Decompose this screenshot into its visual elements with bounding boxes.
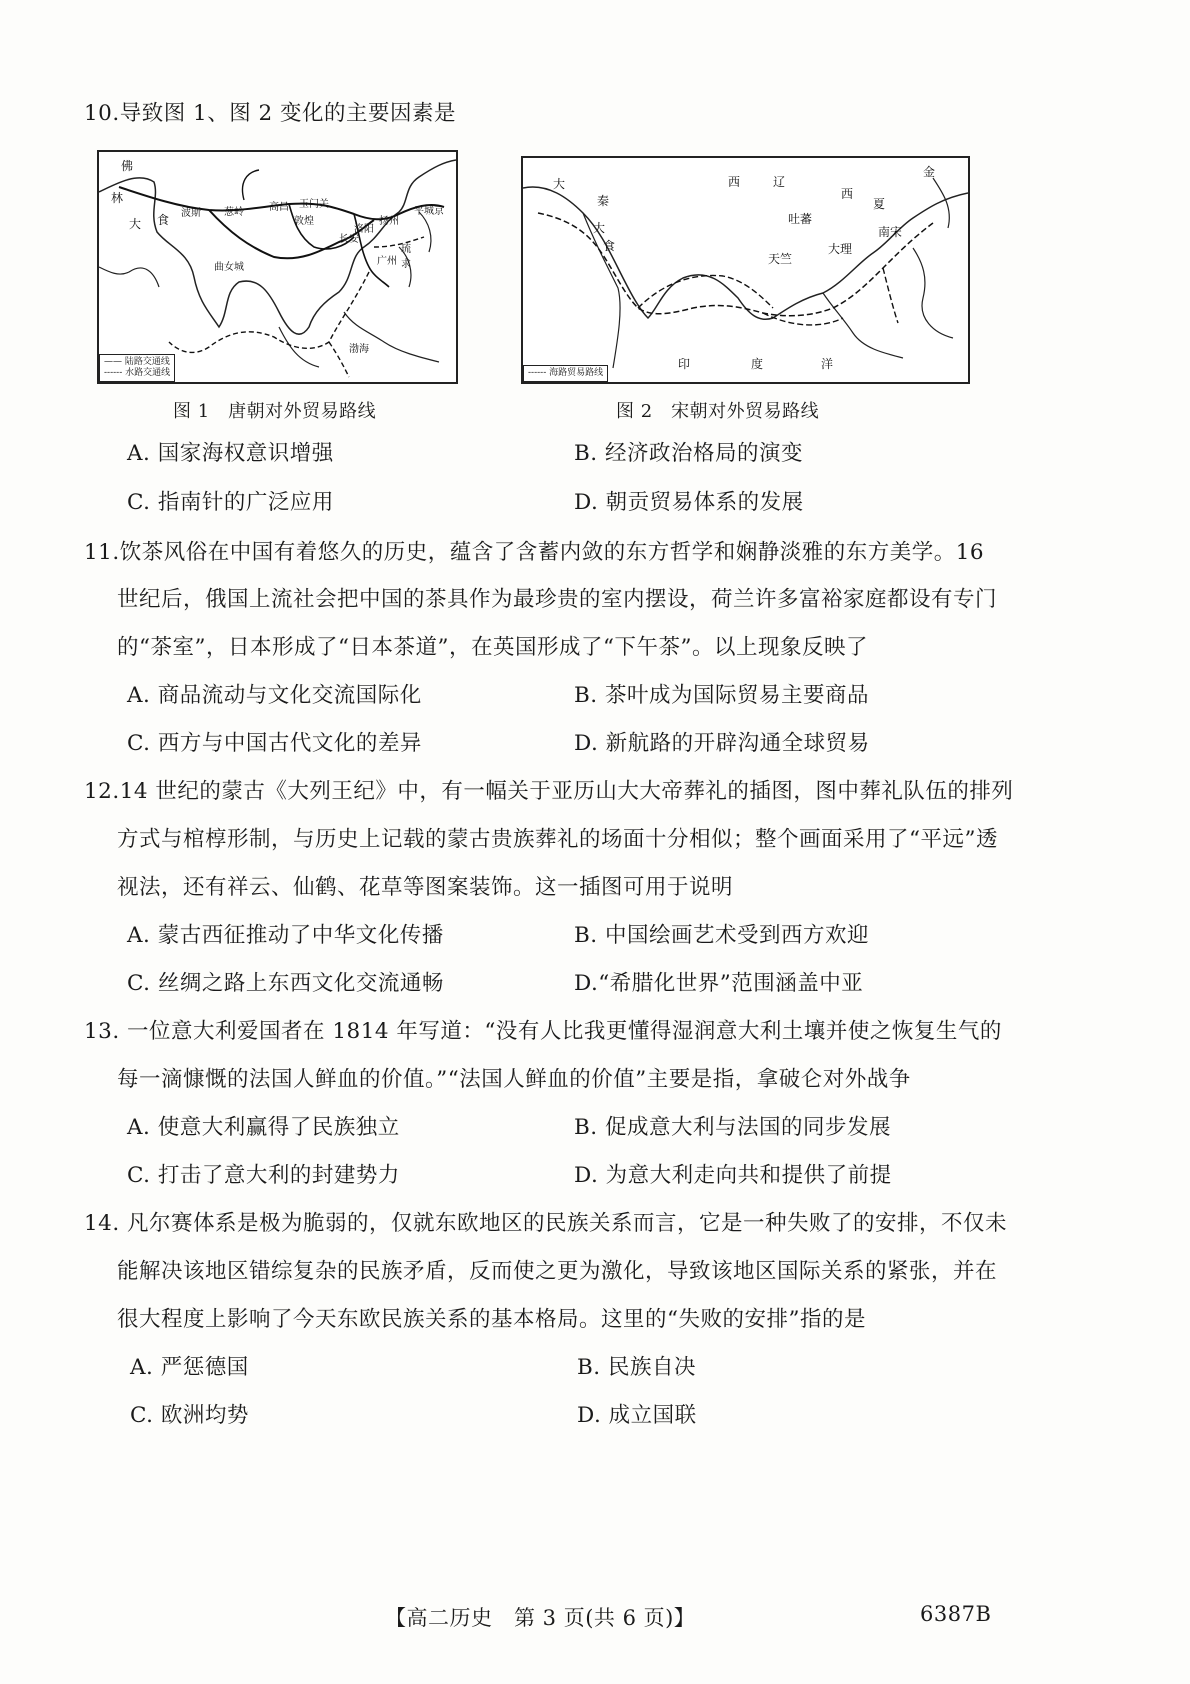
fig2-label-6: 西 <box>841 187 854 201</box>
q10-option-d: D. 朝贡贸易体系的发展 <box>574 490 804 515</box>
q12-stem-line-2: 方式与棺椁形制，与历史上记载的蒙古贵族葬礼的场面十分相似；整个画面采用了“平远”透 <box>117 827 998 852</box>
q12-option-d: D.“希腊化世界”范围涵盖中亚 <box>574 971 864 996</box>
fig2-label-10: 大理 <box>828 242 853 256</box>
fig1-label-17: 渤海 <box>349 344 369 355</box>
fig2-label-7: 夏 <box>873 197 886 211</box>
fig2-label-9: 吐蕃 <box>788 212 813 226</box>
q10-stem: 10.导致图 1、图 2 变化的主要因素是 <box>84 101 457 126</box>
page-footer: 【高二历史 第 3 页(共 6 页)】 <box>385 1606 696 1630</box>
q13-stem-line-2: 每一滴慷慨的法国人鲜血的价值。”“法国人鲜血的价值”主要是指，拿破仑对外战争 <box>117 1067 911 1092</box>
fig1-label-6: 高昌 <box>269 202 289 213</box>
fig2-label-4: 西 <box>728 175 741 189</box>
fig2-label-2: 大 <box>593 221 606 235</box>
q11-option-a: A. 商品流动与文化交流国际化 <box>127 683 422 708</box>
fig1-label-3: 食 <box>157 213 170 227</box>
fig1-legend-sea: ------ 水路交通线 <box>104 368 171 378</box>
fig1-label-13: 曲女城 <box>214 262 244 273</box>
q13-option-c: C. 打击了意大利的封建势力 <box>127 1163 400 1188</box>
fig2-legend-sea: ------ 海路贸易路线 <box>528 368 604 378</box>
q12-stem-line-1: 12.14 世纪的蒙古《大列王纪》中，有一幅关于亚历山大大帝葬礼的插图，图中葬礼队伍的排列 <box>84 779 1014 804</box>
q11-option-d: D. 新航路的开辟沟通全球贸易 <box>574 731 870 756</box>
q13-option-b: B. 促成意大利与法国的同步发展 <box>574 1115 891 1140</box>
q11-stem-line-3: 的“茶室”，日本形成了“日本茶道”，在英国形成了“下午茶”。以上现象反映了 <box>117 635 868 660</box>
q14-stem-line-2: 能解决该地区错综复杂的民族矛盾，反而使之更为激化，导致该地区国际关系的紧张，并在 <box>117 1259 998 1284</box>
fig1-label-7: 玉门关 <box>299 199 329 210</box>
fig2-label-3: 食 <box>603 239 616 253</box>
q14-option-c: C. 欧洲均势 <box>130 1403 249 1428</box>
fig2-label-0: 大 <box>553 177 566 191</box>
fig1-label-16: 求 <box>401 259 411 270</box>
q11-stem-line-2: 世纪后，俄国上流社会把中国的茶具作为最珍贵的室内摆设，荷兰许多富裕家庭都设有专门 <box>117 587 998 612</box>
fig1-legend-land: —— 陆路交通线 <box>104 357 170 367</box>
q12-option-c: C. 丝绸之路上东西文化交流通畅 <box>127 971 444 996</box>
q11-option-c: C. 西方与中国古代文化的差异 <box>127 731 422 756</box>
fig2-label-11: 南宋 <box>878 225 903 239</box>
fig1-label-0: 佛 <box>121 159 134 173</box>
fig1-label-15: 琉 <box>401 244 411 255</box>
fig2-label-8: 金 <box>923 165 936 179</box>
fig1-caption: 图 1 唐朝对外贸易路线 <box>173 401 377 422</box>
fig2-caption: 图 2 宋朝对外贸易路线 <box>616 401 820 422</box>
q14-option-a: A. 严惩德国 <box>130 1355 249 1380</box>
q10-option-c: C. 指南针的广泛应用 <box>127 490 334 515</box>
fig1-label-10: 洛阳 <box>354 224 374 235</box>
q14-stem-line-1: 14. 凡尔赛体系是极为脆弱的，仅就东欧地区的民族关系而言，它是一种失败了的安排，不仅未 <box>84 1211 1008 1236</box>
q12-option-b: B. 中国绘画艺术受到西方欢迎 <box>574 923 869 948</box>
fig1-legend <box>99 354 175 382</box>
fig1-label-8: 敦煌 <box>294 216 314 227</box>
q12-stem-line-3: 视法，还有祥云、仙鹤、花草等图案装饰。这一插图可用于说明 <box>117 875 734 900</box>
fig2-label-5: 辽 <box>773 175 786 189</box>
q14-option-b: B. 民族自决 <box>577 1355 696 1380</box>
fig1-label-4: 波斯 <box>181 208 201 219</box>
q10-option-b: B. 经济政治格局的演变 <box>574 441 803 466</box>
q13-option-a: A. 使意大利赢得了民族独立 <box>127 1115 400 1140</box>
q14-stem-line-3: 很大程度上影响了今天东欧民族关系的基本格局。这里的“失败的安排”指的是 <box>117 1307 866 1332</box>
fig2-label-13: 印 <box>678 357 691 371</box>
fig1-label-12: 平城京 <box>414 206 444 217</box>
q11-option-b: B. 茶叶成为国际贸易主要商品 <box>574 683 869 708</box>
fig1-label-11: 扬州 <box>379 216 399 227</box>
fig2-label-14: 度 <box>751 357 764 371</box>
fig1-label-9: 长安 <box>339 234 359 245</box>
figure-1-tang-trade-map <box>97 150 458 384</box>
fig2-label-15: 洋 <box>821 357 834 371</box>
q10-option-a: A. 国家海权意识增强 <box>127 441 334 466</box>
fig1-label-14: 广州 <box>377 256 397 267</box>
fig1-label-5: 葱岭 <box>224 207 244 218</box>
fig2-label-12: 天竺 <box>768 252 793 266</box>
fig2-legend <box>523 365 608 382</box>
q13-option-d: D. 为意大利走向共和提供了前提 <box>574 1163 892 1188</box>
q11-stem-line-1: 11.饮茶风俗在中国有着悠久的历史，蕴含了含蓄内敛的东方哲学和娴静淡雅的东方美学。16 <box>84 540 985 565</box>
fig1-label-2: 大 <box>129 217 142 231</box>
fig1-label-1: 林 <box>111 191 124 205</box>
exam-code: 6387B <box>920 1602 992 1626</box>
q14-option-d: D. 成立国联 <box>577 1403 697 1428</box>
fig2-label-1: 秦 <box>597 194 610 208</box>
q13-stem-line-1: 13. 一位意大利爱国者在 1814 年写道：“没有人比我更懂得湿润意大利土壤并使之恢复生气的 <box>84 1019 1002 1044</box>
q12-option-a: A. 蒙古西征推动了中华文化传播 <box>127 923 444 948</box>
figure-2-song-trade-map <box>521 156 970 384</box>
